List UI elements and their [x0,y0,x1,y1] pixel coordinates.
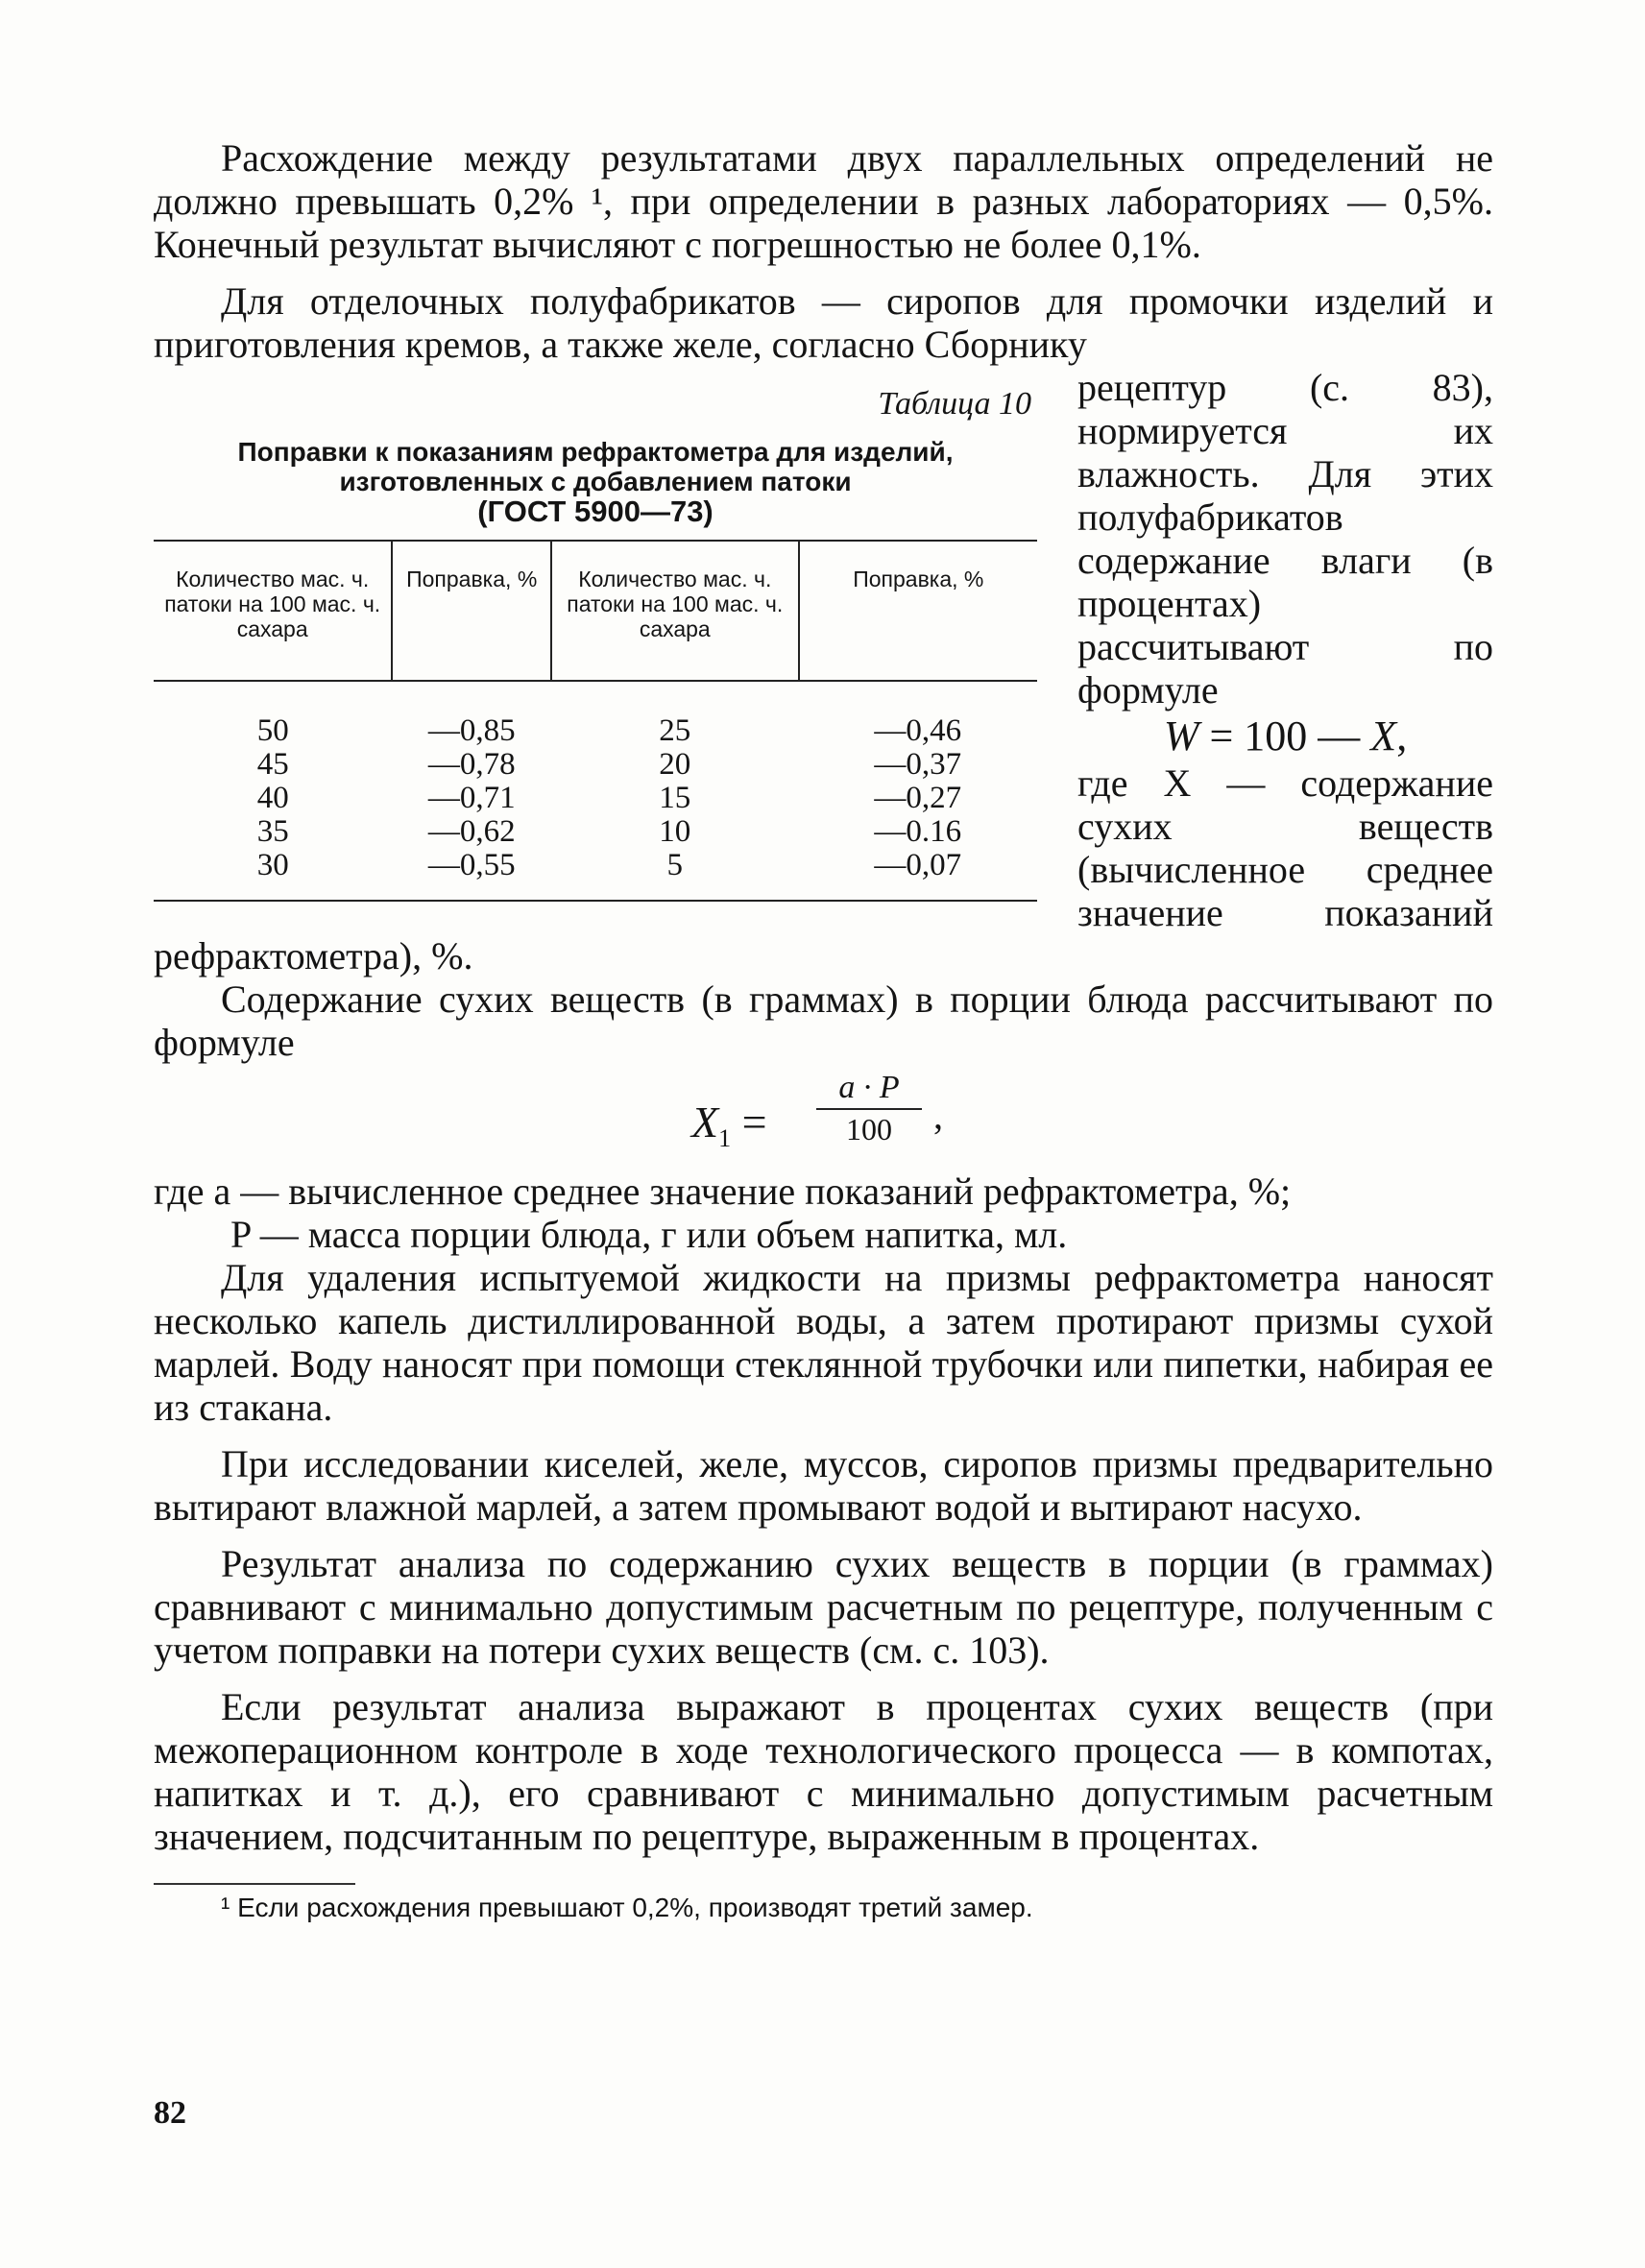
table-header: Количество мас. ч. патоки на 100 мас. ч. сахара [551,541,799,681]
table-cell: 10 [659,814,691,849]
formula-x1-lhs: $X_1$ = [691,1098,767,1153]
table-cell: —0,71 [427,781,516,815]
table-cell: 15 [659,781,691,815]
formula-w-x: X [1370,712,1397,760]
table-number: Таблица 10 [878,386,1031,422]
side-paragraph-where: где X — содержание сухих веществ (вычисленное среднее значение показаний рефрактометра), %. [154,761,1493,977]
table-caption-line2: изготовленных с добавлением патоки [339,467,852,496]
paragraph-7: Если результат анализа выражают в процентах сухих веществ (при межоперационном контроле в ходе технологического процесса — в компотах, напитках и т. д.), его сравнивают с минимально допустимым расчетным значением, подсчитанным по рецептуре, выраженным в процентах. [154,1685,1493,1858]
formula-x1-denominator: 100 [846,1112,892,1146]
table-row [154,681,1037,748]
formula-x1-fraction [816,1068,922,1148]
where-a-definition: где a — вычисленное среднее значение показаний рефрактометра, %; [154,1170,1292,1213]
table-cell: 40 [256,781,289,815]
table-caption-line1: Поправки к показаниям рефрактометра для изделий, [237,437,954,467]
where-p-definition: P — масса порции блюда, г или объем напитка, мл. [230,1213,1068,1256]
table-cell: —0,62 [427,814,516,849]
table-cell: —0,37 [874,747,962,782]
table-row [154,849,1037,901]
table-cell: —0,27 [874,781,962,815]
formula-w-rest: = 100 — [1209,712,1361,760]
table-cell: 30 [256,848,289,882]
table-row [154,815,1037,849]
paragraph-5: При исследовании киселей, желе, муссов, сиропов призмы предварительно вытирают влажной марлей, а затем промывают водой и вытирают насухо. [154,1442,1493,1529]
paragraph-4: Для удаления испытуемой жидкости на призмы рефрактометра наносят несколько капель дистиллированной воды, а затем протирают призмы сухой марлей. Воду наносят при помощи стеклянной трубочки или пипетки, набирая ее из стакана. [154,1256,1493,1429]
table-cell: 50 [256,713,289,748]
table-header: Поправка, % [799,541,1037,681]
paragraph-1: Расхождение между результатами двух параллельных определений не должно превышать 0,2% ¹, при определении в разных лабораториях — 0,5%. Конечный результат вычисляют с погрешностью не более 0,1%. [154,136,1493,266]
table-cell: —0,46 [874,713,962,748]
formula-w-comma: , [1396,712,1408,760]
table-cell: —0.16 [874,814,962,849]
side-paragraph: рецептур (с. 83), нормируется их влажность. Для этих полуфабрикатов содержание влаги (в процентах) рассчитывают по формуле [1077,366,1493,712]
table-row [154,782,1037,815]
table-cell: —0,78 [427,747,516,782]
paragraph-3: Содержание сухих веществ (в граммах) в порции блюда рассчитывают по формуле [154,977,1493,1064]
table-cell: 25 [659,713,691,748]
table-caption [154,437,1037,526]
paragraph-2: Для отделочных полуфабрикатов — сиропов для промочки изделий и приготовления кремов, а также желе, согласно Сборнику [154,279,1493,366]
table-header: Поправка, % [392,541,551,681]
table-cell: —0,07 [874,848,962,882]
formula-w-var: W [1163,712,1199,760]
footnote-rule [154,1883,355,1885]
table-cell: 35 [256,814,289,849]
page-body [154,136,1493,1927]
table-cell: —0,55 [427,848,516,882]
table-section [154,366,1493,977]
formula-x1-comma: , [933,1094,943,1137]
page-number: 82 [154,2095,186,2131]
refractometer-table-block [154,385,1037,902]
table-cell: 5 [666,848,684,882]
table-row [154,748,1037,782]
table-caption-gost: (ГОСТ 5900—73) [477,495,714,528]
formula-x1 [154,1068,1493,1164]
table-cell: 20 [659,747,691,782]
footnote: ¹ Если расхождения превышают 0,2%, производят третий замер. [221,1893,1033,1922]
correction-table [154,540,1037,902]
paragraph-6: Результат анализа по содержанию сухих веществ в порции (в граммах) сравнивают с минимально допустимым расчетным по рецептуре, полученным с учетом поправки на потери сухих веществ (см. с. 103). [154,1542,1493,1672]
table-cell: —0,85 [427,713,516,748]
table-cell: 45 [256,747,289,782]
table-header-row [154,541,1037,681]
table-header: Количество мас. ч. патоки на 100 мас. ч. сахара [154,541,392,681]
formula-x1-numerator: a · P [816,1068,922,1110]
